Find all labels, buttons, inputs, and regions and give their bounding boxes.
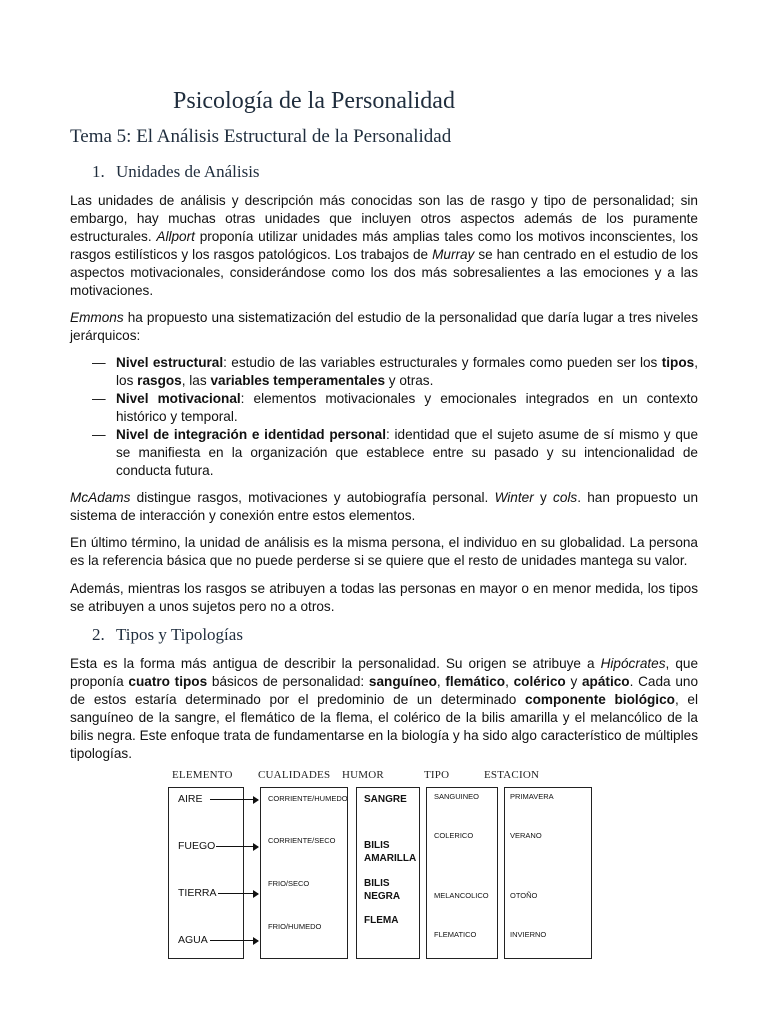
humor-label: BILIS AMARILLA <box>364 840 417 864</box>
page-title: Psicología de la Personalidad <box>173 88 455 114</box>
text: y otras. <box>385 373 434 388</box>
paragraph-mcadams <box>70 489 698 525</box>
tipo-label: COLERICO <box>434 831 474 840</box>
author-winter: Winter <box>494 490 534 505</box>
section-2-number: 2. <box>92 625 105 644</box>
cualidad-label: CORRIENTE/HUMEDO <box>268 794 348 803</box>
text: distingue rasgos, motivaciones y autobiografía personal. <box>130 490 495 505</box>
section-1-heading <box>92 162 260 182</box>
text: básicos de personalidad: <box>207 674 369 689</box>
author-mcadams: McAdams <box>70 490 131 505</box>
elemento-label: AGUA <box>178 934 208 946</box>
header-elemento: ELEMENTO <box>172 769 233 781</box>
bold-term: tipos <box>661 355 695 370</box>
bold-term: rasgos <box>137 373 182 388</box>
estacion-label: OTOÑO <box>510 891 538 900</box>
level-term: Nivel estructural <box>116 355 224 370</box>
tipo-label: FLEMATICO <box>434 930 477 939</box>
author-emmons: Emmons <box>70 310 124 325</box>
paragraph-traits: Además, mientras los rasgos se atribuyen a todas las personas en mayor o en menor medida, los tipos se atribuyen a unos sujetos pero no a otros. <box>70 581 698 614</box>
text: , las <box>181 373 211 388</box>
section-1-number: 1. <box>92 162 105 181</box>
humor-label: FLEMA <box>364 915 399 926</box>
text: : identidad que el sujeto asume de sí mismo y que se manifiesta en la organización que establece entre su pasado y su intencionalidad de conducta futura. <box>116 427 698 478</box>
text: , <box>505 674 514 689</box>
paragraph-person: En último término, la unidad de análisis es la misma persona, el individuo en su globalidad. La persona es la referencia básica que no puede perderse si se quiere que el resto de unidades mantega su valor. <box>70 535 698 568</box>
text: y <box>565 674 582 689</box>
text: , los <box>116 355 698 388</box>
bold-term: apático <box>582 674 630 689</box>
dash: — <box>92 391 106 406</box>
humors-diagram <box>168 765 598 965</box>
header-estacion: ESTACION <box>484 769 540 781</box>
text: se han centrado en el estudio de los aspectos motivacionales, considerándose como los dos más sobresalientes a las emociones y a las motivaciones. <box>70 247 699 298</box>
text: Esta es la forma más antigua de describir la personalidad. Su origen se atribuye a <box>70 656 601 671</box>
level-term: Nivel de integración e identidad personal <box>116 427 387 442</box>
text: . Cada uno de estos estaría determinado por el predominio de un determinado <box>70 674 699 707</box>
cualidades-column <box>260 787 348 959</box>
text: proponía utilizar unidades más amplias tales como los motivos inconscientes, los rasgos estilísticos y los rasgos patológicos. Los trabajos de <box>70 229 698 262</box>
author-cols: cols <box>553 490 578 505</box>
arrow-icon <box>210 799 258 800</box>
levels-list <box>70 354 698 480</box>
cualidad-label: FRIO/HUMEDO <box>268 922 322 931</box>
list-item <box>70 426 698 480</box>
arrow-icon <box>210 940 258 941</box>
text: , <box>436 674 446 689</box>
bold-term: cuatro tipos <box>128 674 208 689</box>
humor-column <box>356 787 420 959</box>
list-item <box>70 354 698 390</box>
text: : elementos motivacionales y emocionales integrados en un contexto histórico y temporal. <box>116 391 698 424</box>
section-2-heading <box>92 625 243 645</box>
text: ha propuesto una sistematización del estudio de la personalidad que daría lugar a tres niveles jerárquicos: <box>70 310 698 343</box>
bold-term: sanguíneo <box>368 674 437 689</box>
arrow-icon <box>216 846 258 847</box>
author-allport: Allport <box>156 229 195 244</box>
header-humor: HUMOR <box>342 769 384 781</box>
estacion-label: PRIMAVERA <box>510 792 554 801</box>
dash: — <box>92 427 106 442</box>
section-2-title: Tipos y Tipologías <box>116 625 243 644</box>
header-cualidades: CUALIDADES <box>258 769 331 781</box>
paragraph-units <box>70 192 698 300</box>
text: : estudio de las variables estructurales y formales como pueden ser los <box>223 355 662 370</box>
bold-term: colérico <box>513 674 566 689</box>
elemento-label: TIERRA <box>178 887 217 899</box>
bold-term: flemático <box>445 674 506 689</box>
text: y <box>533 490 554 505</box>
author-hipocrates: Hipócrates <box>600 656 666 671</box>
elemento-label: FUEGO <box>178 840 216 852</box>
list-item <box>70 390 698 426</box>
author-murray: Murray <box>432 247 475 262</box>
estacion-label: INVIERNO <box>510 930 547 939</box>
cualidad-label: FRIO/SECO <box>268 879 310 888</box>
section-1-title: Unidades de Análisis <box>116 162 260 181</box>
level-term: Nivel motivacional <box>116 391 241 406</box>
cualidad-label: CORRIENTE/SECO <box>268 836 336 845</box>
humor-label: BILIS NEGRA <box>364 878 401 902</box>
elemento-label: AIRE <box>178 793 203 805</box>
text: Las unidades de análisis y descripción más conocidas son las de rasgo y tipo de personalidad; sin embargo, hay muchas otras unidades que incluyen otros aspectos además de los puramente estructurales. <box>70 193 698 244</box>
text: , el sanguíneo de la sangre, el flemático de la flema, el colérico de la bilis amarilla y el melancólico de la bilis negra. Este enfoque trata de fundamentarse en la biología y ha sido algo característico de múltiples tipologías. <box>70 692 698 761</box>
arrow-icon <box>218 893 258 894</box>
topic-title: Tema 5: El Análisis Estructural de la Personalidad <box>70 126 452 147</box>
paragraph-emmons <box>70 309 698 345</box>
text: , que proponía <box>70 656 699 689</box>
bold-term: componente biológico <box>525 692 675 707</box>
bold-term: variables temperamentales <box>210 373 386 388</box>
tipo-label: SANGUINEO <box>434 792 480 801</box>
tipo-label: MELANCOLICO <box>434 891 489 900</box>
estacion-label: VERANO <box>510 831 542 840</box>
paragraph-types <box>70 655 698 763</box>
dash: — <box>92 355 106 370</box>
header-tipo: TIPO <box>424 769 450 781</box>
humor-label: SANGRE <box>364 794 407 805</box>
text: . han propuesto un sistema de interacción y conexión entre estos elementos. <box>70 490 698 523</box>
